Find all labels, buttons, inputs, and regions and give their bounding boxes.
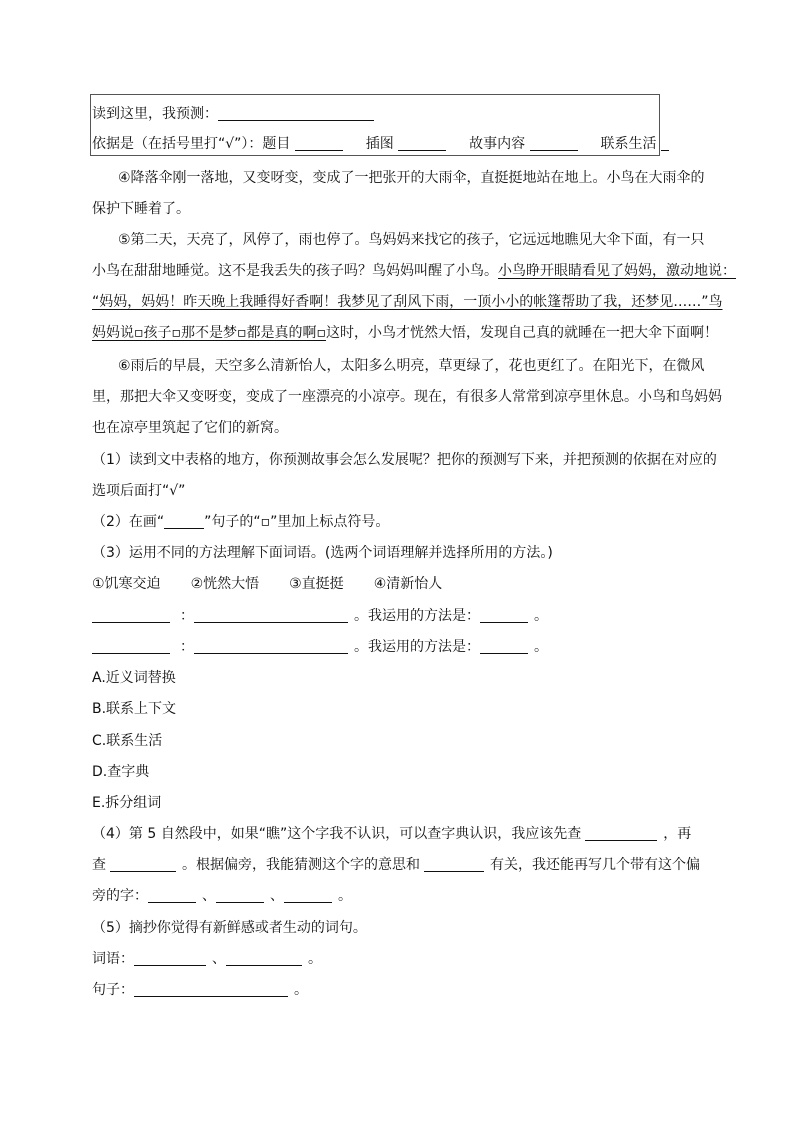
- paragraph-6-line-1: ⑥雨后的早晨，天空多么清新怡人，太阳多么明亮，草更绿了，花也更红了。在阳光下，在微风: [118, 358, 705, 374]
- method-label-1: 。我运用的方法是：: [354, 608, 480, 624]
- option-d: D.查字典: [92, 764, 150, 780]
- paragraph-5-line-1: ⑤第二天，天亮了，风停了，雨也停了。鸟妈妈来找它的孩子，它远远地瞧见大伞下面，有一只: [118, 232, 705, 248]
- underlined-sentence-part-1: 小鸟睁开眼睛看见了妈妈，激动地说：: [498, 263, 736, 279]
- meaning-answer-blank-1[interactable]: [194, 608, 348, 623]
- paragraph-5-line-4: [92, 323, 718, 343]
- option-b: B.联系上下文: [92, 701, 177, 717]
- word-label: 词语：: [92, 951, 134, 967]
- basis-row: [92, 134, 669, 154]
- predict-label: 读到这里，我预测：: [92, 106, 218, 122]
- question-4-text-d: 。根据偏旁，我能猜测这个字的意思和: [182, 857, 420, 873]
- story-option: 故事内容: [469, 136, 526, 152]
- period-4: 。: [308, 951, 322, 967]
- separator-3: 、: [212, 951, 226, 967]
- char-blank-1[interactable]: [148, 888, 196, 903]
- option-a: A.近义词替换: [92, 670, 176, 686]
- char-blank-2[interactable]: [216, 888, 264, 903]
- question-4-text-e: 有关，我还能再写几个带有这个偏: [490, 857, 700, 873]
- copied-word-blank-1[interactable]: [134, 951, 206, 966]
- predict-row: [92, 104, 374, 124]
- answer-row-2: [92, 637, 548, 657]
- question-1-line-2: 选项后面打“√”: [92, 483, 186, 499]
- answer-row-1: [92, 606, 548, 626]
- method-answer-blank-1[interactable]: [480, 608, 528, 623]
- word-answer-blank-1[interactable]: [92, 608, 170, 623]
- option-e: E.拆分组词: [92, 795, 162, 811]
- illustration-option: 插图: [365, 136, 394, 152]
- sentence-label: 句子：: [92, 982, 134, 998]
- question-4-line-2: [92, 855, 700, 875]
- word-3: ③直挺挺: [289, 576, 344, 592]
- question-5: （5）摘抄你觉得有新鲜感或者生动的词句。: [92, 920, 367, 936]
- question-2-text-a: （2）在画“: [92, 514, 165, 530]
- paragraph-5-text: 小鸟在甜甜地睡觉。这不是我丢失的孩子吗？鸟妈妈叫醒了小鸟。: [92, 263, 498, 279]
- question-4-line-3: [92, 886, 352, 906]
- life-check-blank[interactable]: [661, 136, 669, 151]
- period-2: 。: [534, 639, 548, 655]
- copied-word-blank-2[interactable]: [226, 951, 302, 966]
- paragraph-5-ending: 这时，小鸟才恍然大悟，发现自己真的就睡在一把大伞下面啊！: [325, 325, 718, 341]
- copied-sentence-blank[interactable]: [134, 982, 288, 997]
- sentence-copy-row: [92, 980, 308, 1000]
- illustration-check-blank[interactable]: [398, 136, 446, 151]
- period-1: 。: [534, 608, 548, 624]
- word-copy-row: [92, 949, 322, 969]
- period-5: 。: [294, 982, 308, 998]
- paragraph-6-line-2: 里，那把大伞又变呀变，变成了一座漂亮的小凉亭。现在，有很多人常常到凉亭里休息。小鸟和鸟妈妈: [92, 389, 722, 405]
- predict-blank[interactable]: [218, 106, 374, 121]
- colon-2: ：: [180, 639, 194, 655]
- word-2: ②恍然大悟: [190, 576, 260, 592]
- question-2: [92, 512, 389, 532]
- question-1-line-1: （1）读到文中表格的地方，你预测故事会怎么发展呢？把你的预测写下来，并把预测的依据在对应的: [92, 452, 717, 468]
- question-4-text-b: ，再: [663, 826, 692, 842]
- meaning-answer-blank-2[interactable]: [194, 639, 348, 654]
- lookup-method-blank[interactable]: [585, 826, 657, 841]
- story-check-blank[interactable]: [530, 136, 578, 151]
- title-check-blank[interactable]: [295, 136, 343, 151]
- question-4-line-1: [92, 824, 691, 844]
- word-1: ①饥寒交迫: [92, 576, 161, 592]
- question-2-text-b: ”句子的“▫”里加上标点符号。: [204, 514, 390, 530]
- second-lookup-blank[interactable]: [110, 857, 176, 872]
- word-4: ④清新怡人: [373, 576, 443, 592]
- char-blank-3[interactable]: [284, 888, 332, 903]
- word-answer-blank-2[interactable]: [92, 639, 170, 654]
- method-label-2: 。我运用的方法是：: [354, 639, 480, 655]
- question-4-text-c: 查: [92, 857, 106, 873]
- paragraph-6-line-3: 也在凉亭里筑起了它们的新窝。: [92, 420, 288, 436]
- underlined-sentence-part-3: 妈妈说▫孩子▫那不是梦▫都是真的啊▫: [92, 325, 326, 341]
- word-list: [92, 574, 442, 594]
- basis-label: 依据是（在括号里打“√”）：题目: [92, 136, 291, 152]
- paragraph-4-line-2: 保护下睡着了。: [92, 201, 190, 217]
- separator-1: 、: [202, 888, 216, 904]
- underlined-sentence-part-2: “妈妈，妈妈！昨天晚上我睡得好香啊！我梦见了刮风下雨，一顶小小的帐篷帮助了我，还梦见……”鸟: [92, 294, 723, 310]
- radical-meaning-blank[interactable]: [424, 857, 484, 872]
- paragraph-5-line-2: [92, 261, 736, 281]
- separator-2: 、: [270, 888, 284, 904]
- question-3: （3）运用不同的方法理解下面词语。(选两个词语理解并选择所用的方法。): [92, 545, 553, 561]
- method-answer-blank-2[interactable]: [480, 639, 528, 654]
- life-option: 联系生活: [600, 136, 657, 152]
- period-3: 。: [338, 888, 352, 904]
- question-4-text-a: （4）第 5 自然段中，如果“瞧”这个字我不认识，可以查字典认识，我应该先查: [92, 826, 582, 842]
- paragraph-4-line-1: ④降落伞刚一落地，又变呀变，变成了一把张开的大雨伞，直挺挺地站在地上。小鸟在大雨伞的: [118, 170, 705, 186]
- option-c: C.联系生活: [92, 733, 163, 749]
- underline-sample: [164, 514, 204, 529]
- question-4-text-f: 旁的字：: [92, 888, 148, 904]
- colon-1: ：: [180, 608, 194, 624]
